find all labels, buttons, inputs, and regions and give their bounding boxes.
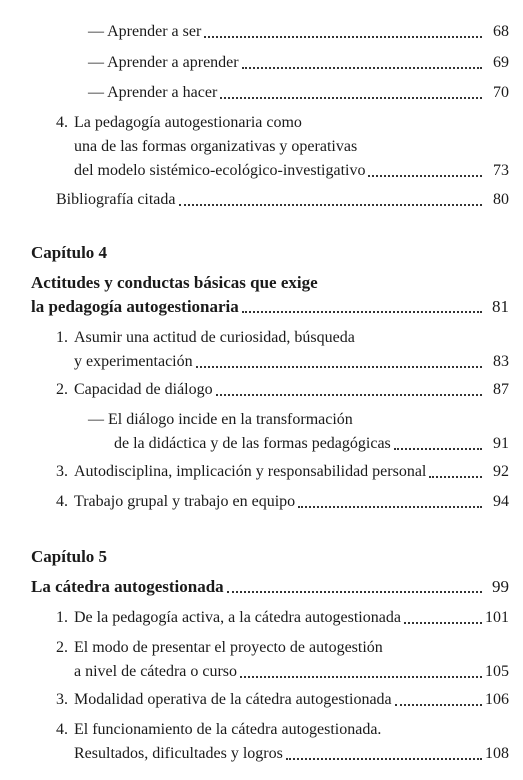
page-number: 83 <box>493 353 509 370</box>
page-number: 73 <box>493 162 509 179</box>
page-number: 108 <box>485 745 509 762</box>
chapter-5-item-2 <box>56 636 509 684</box>
dot-leader <box>242 310 482 313</box>
dot-leader <box>394 447 482 450</box>
item-number: 1. <box>56 329 68 346</box>
chapter-4-title-line-2: la pedagogía autogestionaria <box>31 297 239 316</box>
entry-label: Capacidad de diálogo <box>74 381 213 398</box>
chapter-5-item-4 <box>56 718 509 766</box>
dot-leader <box>395 703 482 706</box>
toc-entry-aprender-a-hacer <box>88 81 509 105</box>
dot-leader <box>429 475 482 478</box>
item-number: 2. <box>56 639 68 656</box>
chapter-4-sub-entry <box>88 408 509 456</box>
entry-line-3: del modelo sistémico-ecológico-investigativo <box>74 162 366 179</box>
item-number: 2. <box>56 381 68 398</box>
entry-line-2: a nivel de cátedra o curso <box>74 663 238 680</box>
item-number: 4. <box>56 493 68 510</box>
item-number: 4. <box>56 721 68 738</box>
toc-entry-aprender-a-aprender <box>88 51 509 75</box>
dot-leader <box>404 621 482 624</box>
entry-line-2: una de las formas organizativas y operativas <box>74 138 358 155</box>
dot-leader <box>286 757 482 760</box>
dot-leader <box>227 590 482 593</box>
chapter-4-item-1 <box>56 326 509 374</box>
page-number: 68 <box>493 23 509 40</box>
dot-leader <box>216 393 482 396</box>
entry-label: — Aprender a hacer <box>88 84 218 101</box>
entry-line-2: de la didáctica y de las formas pedagógicas <box>114 435 391 452</box>
dot-leader <box>298 505 482 508</box>
entry-line-1: El funcionamiento de la cátedra autogestionada. <box>74 721 382 738</box>
entry-label: De la pedagogía activa, a la cátedra autogestionada <box>74 609 401 626</box>
entry-line-1: La pedagogía autogestionaria como <box>74 114 302 131</box>
page-number: 101 <box>485 609 509 626</box>
page-number: 70 <box>493 84 509 101</box>
chapter-5-item-3 <box>56 688 509 712</box>
page-number: 105 <box>485 663 509 680</box>
chapter-4-title <box>31 295 509 319</box>
toc-entry-item-4 <box>56 111 509 183</box>
dot-leader <box>242 66 482 69</box>
page-number: 106 <box>485 691 509 708</box>
entry-line-2: Resultados, dificultades y logros <box>74 745 283 762</box>
chapter-4-title-line-1: Actitudes y conductas básicas que exige <box>31 273 318 292</box>
dot-leader <box>220 96 482 99</box>
page-number: 80 <box>493 191 509 208</box>
chapter-5-item-1 <box>56 606 509 630</box>
entry-label: Autodisciplina, implicación y responsabilidad personal <box>74 463 427 480</box>
entry-label: Bibliografía citada <box>56 191 176 208</box>
dot-leader <box>204 35 482 38</box>
entry-label: — Aprender a ser <box>88 23 202 40</box>
toc-entry-bibliografia <box>56 188 509 212</box>
chapter-5-title <box>31 575 509 599</box>
item-number: 1. <box>56 609 68 626</box>
dot-leader <box>179 203 482 206</box>
entry-label: Modalidad operativa de la cátedra autogestionada <box>74 691 392 708</box>
chapter-4-item-4 <box>56 490 509 514</box>
dot-leader <box>368 174 482 177</box>
entry-line-1: Asumir una actitud de curiosidad, búsqueda <box>74 329 355 346</box>
page-number: 92 <box>493 463 509 480</box>
item-number: 3. <box>56 463 68 480</box>
page-number: 99 <box>492 577 509 596</box>
page-number: 87 <box>493 381 509 398</box>
chapter-4-heading: Capítulo 4 <box>31 243 108 262</box>
dot-leader <box>196 365 482 368</box>
page-number: 94 <box>493 493 509 510</box>
entry-line-1: El modo de presentar el proyecto de autogestión <box>74 639 383 656</box>
toc-entry-aprender-a-ser <box>88 20 509 44</box>
chapter-5-heading: Capítulo 5 <box>31 547 108 566</box>
entry-line-1: — El diálogo incide en la transformación <box>88 411 353 428</box>
dot-leader <box>240 675 482 678</box>
page-number: 69 <box>493 54 509 71</box>
entry-label: Trabajo grupal y trabajo en equipo <box>74 493 296 510</box>
page-number: 91 <box>493 435 509 452</box>
chapter-4-item-3 <box>56 460 509 484</box>
page-number: 81 <box>492 297 509 316</box>
item-number: 3. <box>56 691 68 708</box>
entry-label: — Aprender a aprender <box>88 54 239 71</box>
chapter-4-item-2 <box>56 378 509 402</box>
chapter-5-title-text: La cátedra autogestionada <box>31 577 224 596</box>
item-number: 4. <box>56 114 68 131</box>
entry-line-2: y experimentación <box>74 353 193 370</box>
